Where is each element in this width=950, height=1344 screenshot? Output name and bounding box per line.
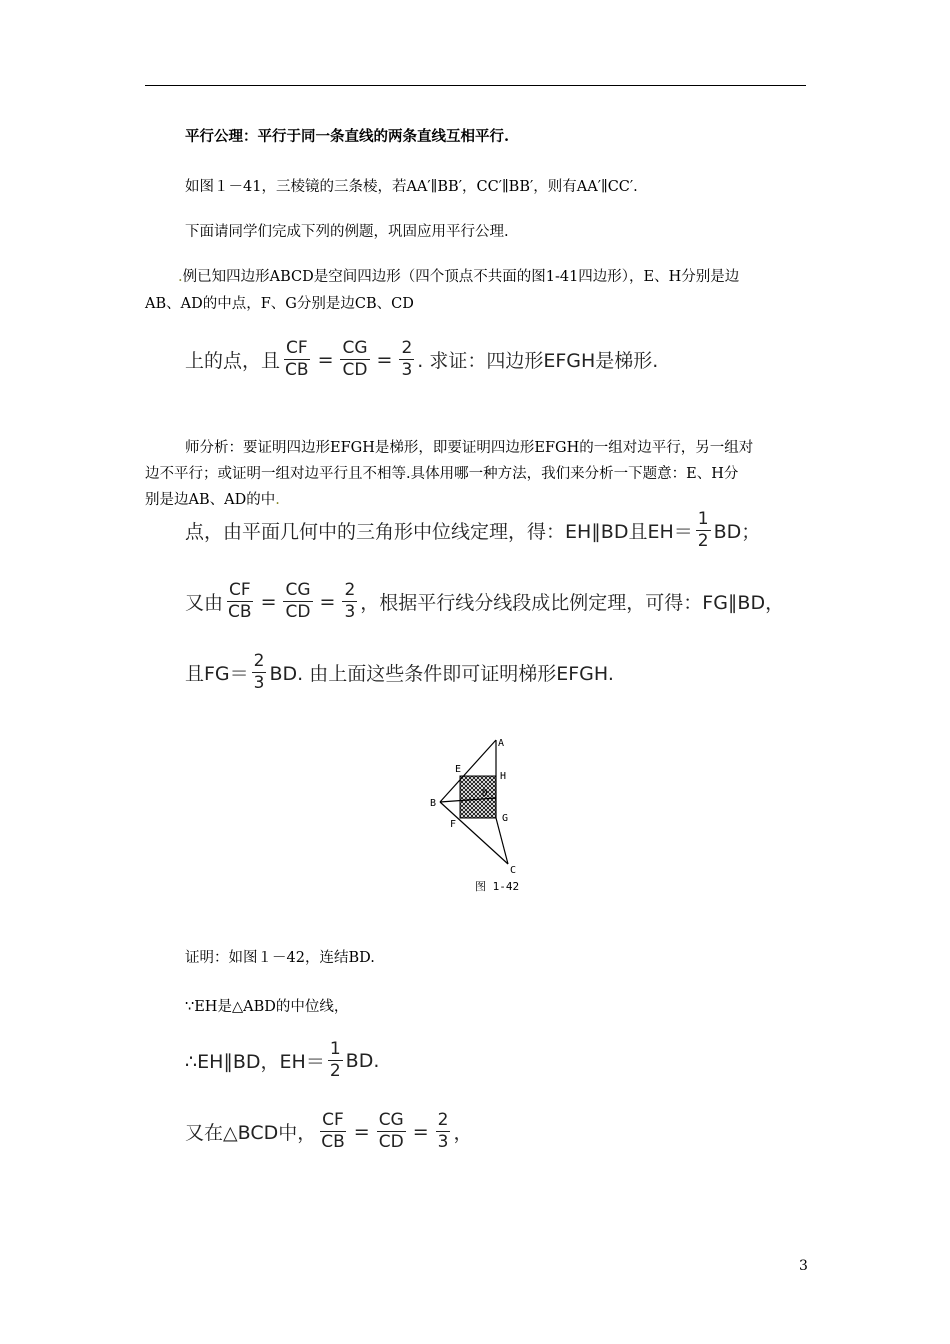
analysis-line-1: 师分析：要证明四边形EFGH是梯形，即要证明四边形EFGH的一组对边平行，另一组对 [185,440,754,456]
label-a: A [498,738,505,749]
page-number: 3 [799,1258,808,1274]
fraction-1-2: $\frac{1}{2}$ [697,509,709,551]
intro-text: 下面请同学们完成下列的例题，巩固应用平行公理. [185,224,509,240]
proof-line-2: ∵EH是△ABD的中位线， [185,999,349,1015]
proof-line-3: ∴EH∥BD，EH＝ $\frac{1}{2}$ BD. [185,1039,380,1081]
edge-cd [496,818,508,864]
fraction-2-3: $\frac{2}{3}$ [401,338,413,380]
example-line-1 [178,264,739,290]
label-g: G [502,813,509,824]
proof-line-1: 证明：如图１－42，连结BD. [185,950,375,966]
figure-41-statement: 如图１－41，三棱镜的三条棱，若AA′∥BB′，CC′∥BB′，则有AA′∥CC′. [185,179,638,195]
analysis-line-3: 别是边AB、AD的中. [145,492,280,508]
fraction-cg-cd: $\frac{CG}{CD}$ [342,338,368,380]
quadrilateral-efgh [460,776,496,818]
parallel-axiom: 平行公理：平行于同一条直线的两条直线互相平行. [185,128,510,145]
analysis-line-2: 边不平行；或证明一组对边平行且不相等.具体用哪一种方法，我们来分析一下题意：E、H分 [145,466,739,482]
figure-1-42 [420,728,540,898]
label-d: D [482,789,488,799]
example-line-2: AB、AD的中点，F、G分别是边CB、CD [145,296,414,312]
midline-theorem-line: 点，由平面几何中的三角形中位线定理，得：EH∥BD且EH＝ $\frac{1}{2}$ BD； [185,509,761,551]
header-rule [145,85,806,86]
label-e: E [455,764,462,775]
label-c: C [510,865,517,876]
condition-suffix: . 求证：四边形EFGH是梯形. [417,350,659,372]
label-b: B [430,798,437,809]
fg-line: 且FG＝ $\frac{2}{3}$ BD. 由上面这些条件即可证明梯形EFGH. [185,651,614,693]
fraction-cf-cb: $\frac{CF}{CB}$ [285,338,309,380]
example-mark: . [178,269,183,285]
figure-caption: 图 1-42 [475,880,520,893]
ratio-line: 又由 $\frac{CF}{CB}$ = $\frac{CG}{CD}$ = $\frac{2}{3}$ ，根据平行线分线段成比例定理，可得：FG∥BD， [185,580,785,622]
label-f: F [450,819,457,830]
label-h: H [500,771,507,782]
proof-line-4: 又在△BCD中， $\frac{CF}{CB}$ = $\frac{CG}{CD}$ = $\frac{2}{3}$ ， [185,1110,473,1152]
example-text-1: 例已知四边形ABCD是空间四边形（四个顶点不共面的图1-41四边形），E、H分别是边 [182,269,740,285]
condition-prefix: 上的点，且 [185,350,281,372]
example-condition: 上的点，且 $\frac{CF}{CB}$ = $\frac{CG}{CD}$ = $\frac{2}{3}$ . 求证：四边形EFGH是梯形. [185,338,659,380]
